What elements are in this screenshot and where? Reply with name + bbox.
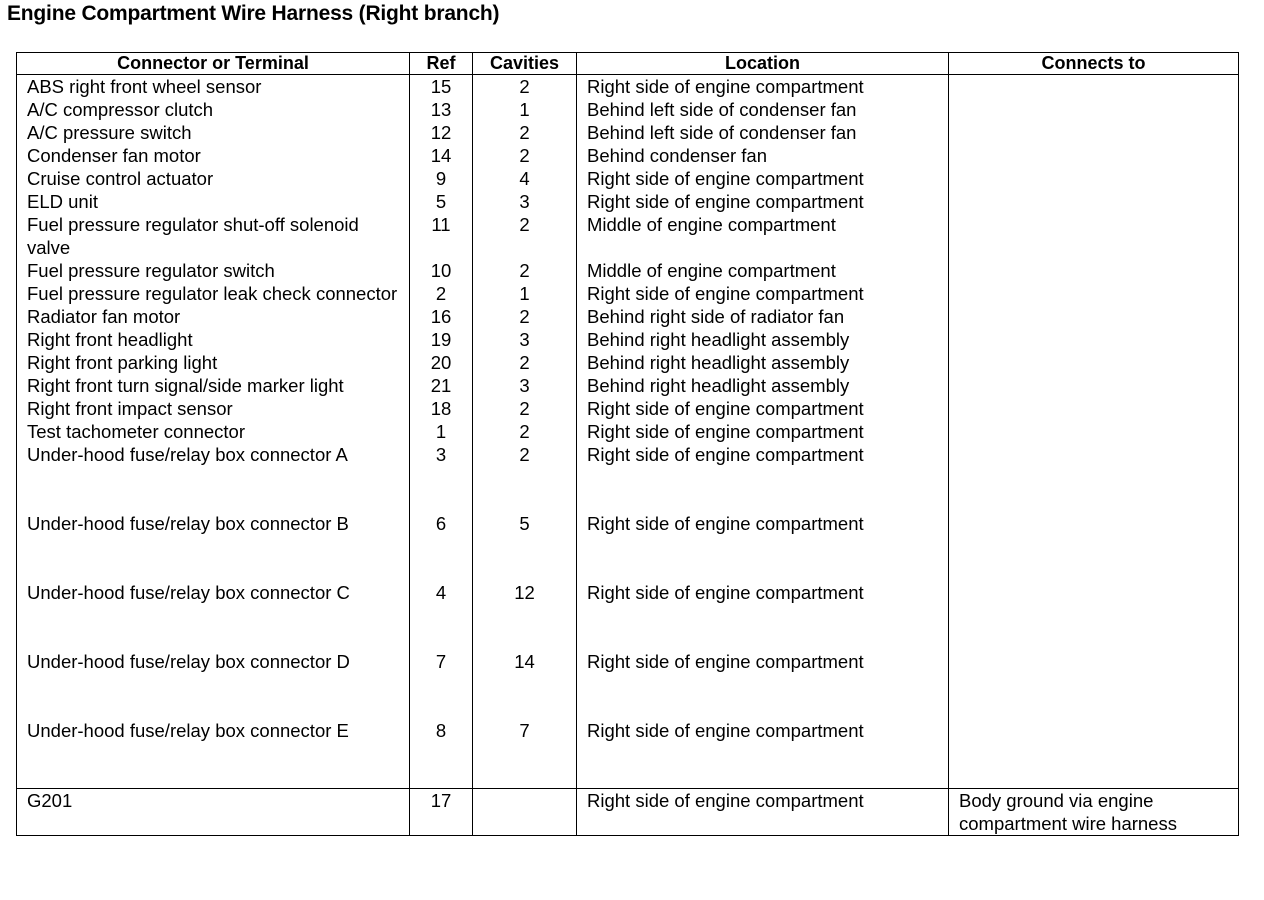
location-cell: Right side of engine compartment [577, 581, 949, 650]
table-header-row [17, 53, 1239, 75]
ref-cell: 2 [410, 282, 473, 305]
table-row [17, 75, 1239, 99]
connector-cell: Right front parking light [17, 351, 410, 374]
location-cell: Behind left side of condenser fan [577, 121, 949, 144]
connects-to-cell [949, 282, 1239, 305]
connects-to-cell [949, 75, 1239, 99]
cavities-cell: 2 [473, 443, 577, 512]
cavities-cell: 2 [473, 121, 577, 144]
location-cell: Right side of engine compartment [577, 719, 949, 789]
ref-cell: 11 [410, 213, 473, 259]
connector-cell: Radiator fan motor [17, 305, 410, 328]
connects-to-cell [949, 305, 1239, 328]
ref-cell: 17 [410, 789, 473, 836]
ref-cell: 3 [410, 443, 473, 512]
cavities-cell [473, 789, 577, 836]
ref-cell: 13 [410, 98, 473, 121]
connector-cell: Condenser fan motor [17, 144, 410, 167]
table-row [17, 144, 1239, 167]
ref-cell: 18 [410, 397, 473, 420]
table-row [17, 190, 1239, 213]
location-cell: Right side of engine compartment [577, 167, 949, 190]
table-row [17, 397, 1239, 420]
ref-cell: 16 [410, 305, 473, 328]
ref-cell: 7 [410, 650, 473, 719]
cavities-cell: 5 [473, 512, 577, 581]
ref-cell: 10 [410, 259, 473, 282]
location-cell: Right side of engine compartment [577, 789, 949, 836]
location-cell: Right side of engine compartment [577, 650, 949, 719]
table-row [17, 581, 1239, 650]
cavities-cell: 7 [473, 719, 577, 789]
connects-to-cell [949, 420, 1239, 443]
connector-cell: Cruise control actuator [17, 167, 410, 190]
connects-to-cell [949, 351, 1239, 374]
location-cell: Middle of engine compartment [577, 259, 949, 282]
ref-cell: 12 [410, 121, 473, 144]
table-row [17, 374, 1239, 397]
column-header-connects-to: Connects to [949, 53, 1239, 75]
connector-cell: G201 [17, 789, 410, 836]
table-row [17, 443, 1239, 512]
location-cell: Behind right headlight assembly [577, 351, 949, 374]
connects-to-cell [949, 98, 1239, 121]
connector-cell: Test tachometer connector [17, 420, 410, 443]
ref-cell: 9 [410, 167, 473, 190]
cavities-cell: 4 [473, 167, 577, 190]
ref-cell: 14 [410, 144, 473, 167]
column-header-location: Location [577, 53, 949, 75]
ref-cell: 8 [410, 719, 473, 789]
cavities-cell: 3 [473, 328, 577, 351]
cavities-cell: 2 [473, 75, 577, 99]
location-cell: Right side of engine compartment [577, 443, 949, 512]
connects-to-cell [949, 719, 1239, 789]
page-title: Engine Compartment Wire Harness (Right branch) [7, 2, 500, 25]
location-cell: Behind condenser fan [577, 144, 949, 167]
connector-cell: Right front headlight [17, 328, 410, 351]
connector-cell: Fuel pressure regulator leak check connector [17, 282, 410, 305]
cavities-cell: 2 [473, 259, 577, 282]
column-header-ref: Ref [410, 53, 473, 75]
column-header-connector: Connector or Terminal [17, 53, 410, 75]
table-row [17, 650, 1239, 719]
connects-to-cell [949, 259, 1239, 282]
cavities-cell: 2 [473, 420, 577, 443]
connects-to-cell [949, 512, 1239, 581]
ref-cell: 15 [410, 75, 473, 99]
cavities-cell: 2 [473, 305, 577, 328]
table-row [17, 512, 1239, 581]
connects-to-cell [949, 121, 1239, 144]
ref-cell: 4 [410, 581, 473, 650]
connector-table [16, 52, 1239, 836]
table-row [17, 789, 1239, 836]
connector-cell: Right front turn signal/side marker light [17, 374, 410, 397]
connector-cell: Under-hood fuse/relay box connector A [17, 443, 410, 512]
location-cell: Right side of engine compartment [577, 190, 949, 213]
cavities-cell: 2 [473, 397, 577, 420]
location-cell: Middle of engine compartment [577, 213, 949, 259]
connects-to-cell [949, 374, 1239, 397]
table-row [17, 98, 1239, 121]
cavities-cell: 14 [473, 650, 577, 719]
ref-cell: 5 [410, 190, 473, 213]
table-row [17, 167, 1239, 190]
connects-to-cell [949, 397, 1239, 420]
table-row [17, 305, 1239, 328]
table-row [17, 719, 1239, 789]
connects-to-cell: Body ground via engine compartment wire harness [949, 789, 1239, 836]
cavities-cell: 3 [473, 190, 577, 213]
connects-to-cell [949, 213, 1239, 259]
connector-cell: Fuel pressure regulator shut-off solenoid valve [17, 213, 410, 259]
table-row [17, 213, 1239, 259]
table-row [17, 282, 1239, 305]
connects-to-cell [949, 650, 1239, 719]
connector-cell: ABS right front wheel sensor [17, 75, 410, 99]
connects-to-cell [949, 167, 1239, 190]
cavities-cell: 2 [473, 351, 577, 374]
connects-to-cell [949, 144, 1239, 167]
location-cell: Behind left side of condenser fan [577, 98, 949, 121]
location-cell: Behind right headlight assembly [577, 374, 949, 397]
ref-cell: 20 [410, 351, 473, 374]
connector-cell: Under-hood fuse/relay box connector B [17, 512, 410, 581]
table-row [17, 259, 1239, 282]
location-cell: Right side of engine compartment [577, 282, 949, 305]
connector-cell: Right front impact sensor [17, 397, 410, 420]
location-cell: Right side of engine compartment [577, 420, 949, 443]
cavities-cell: 1 [473, 98, 577, 121]
connects-to-cell [949, 443, 1239, 512]
connector-cell: Under-hood fuse/relay box connector C [17, 581, 410, 650]
location-cell: Behind right headlight assembly [577, 328, 949, 351]
cavities-cell: 12 [473, 581, 577, 650]
connects-to-cell [949, 328, 1239, 351]
location-cell: Behind right side of radiator fan [577, 305, 949, 328]
cavities-cell: 2 [473, 144, 577, 167]
location-cell: Right side of engine compartment [577, 75, 949, 99]
ref-cell: 21 [410, 374, 473, 397]
table-row [17, 121, 1239, 144]
location-cell: Right side of engine compartment [577, 512, 949, 581]
cavities-cell: 1 [473, 282, 577, 305]
ref-cell: 19 [410, 328, 473, 351]
location-cell: Right side of engine compartment [577, 397, 949, 420]
connector-cell: Fuel pressure regulator switch [17, 259, 410, 282]
connects-to-cell [949, 581, 1239, 650]
cavities-cell: 3 [473, 374, 577, 397]
connects-to-cell [949, 190, 1239, 213]
ref-cell: 6 [410, 512, 473, 581]
connector-cell: A/C pressure switch [17, 121, 410, 144]
table-row [17, 351, 1239, 374]
connector-cell: A/C compressor clutch [17, 98, 410, 121]
connector-cell: Under-hood fuse/relay box connector D [17, 650, 410, 719]
table-row [17, 328, 1239, 351]
column-header-cavities: Cavities [473, 53, 577, 75]
ref-cell: 1 [410, 420, 473, 443]
connector-cell: ELD unit [17, 190, 410, 213]
cavities-cell: 2 [473, 213, 577, 259]
table-row [17, 420, 1239, 443]
connector-cell: Under-hood fuse/relay box connector E [17, 719, 410, 789]
